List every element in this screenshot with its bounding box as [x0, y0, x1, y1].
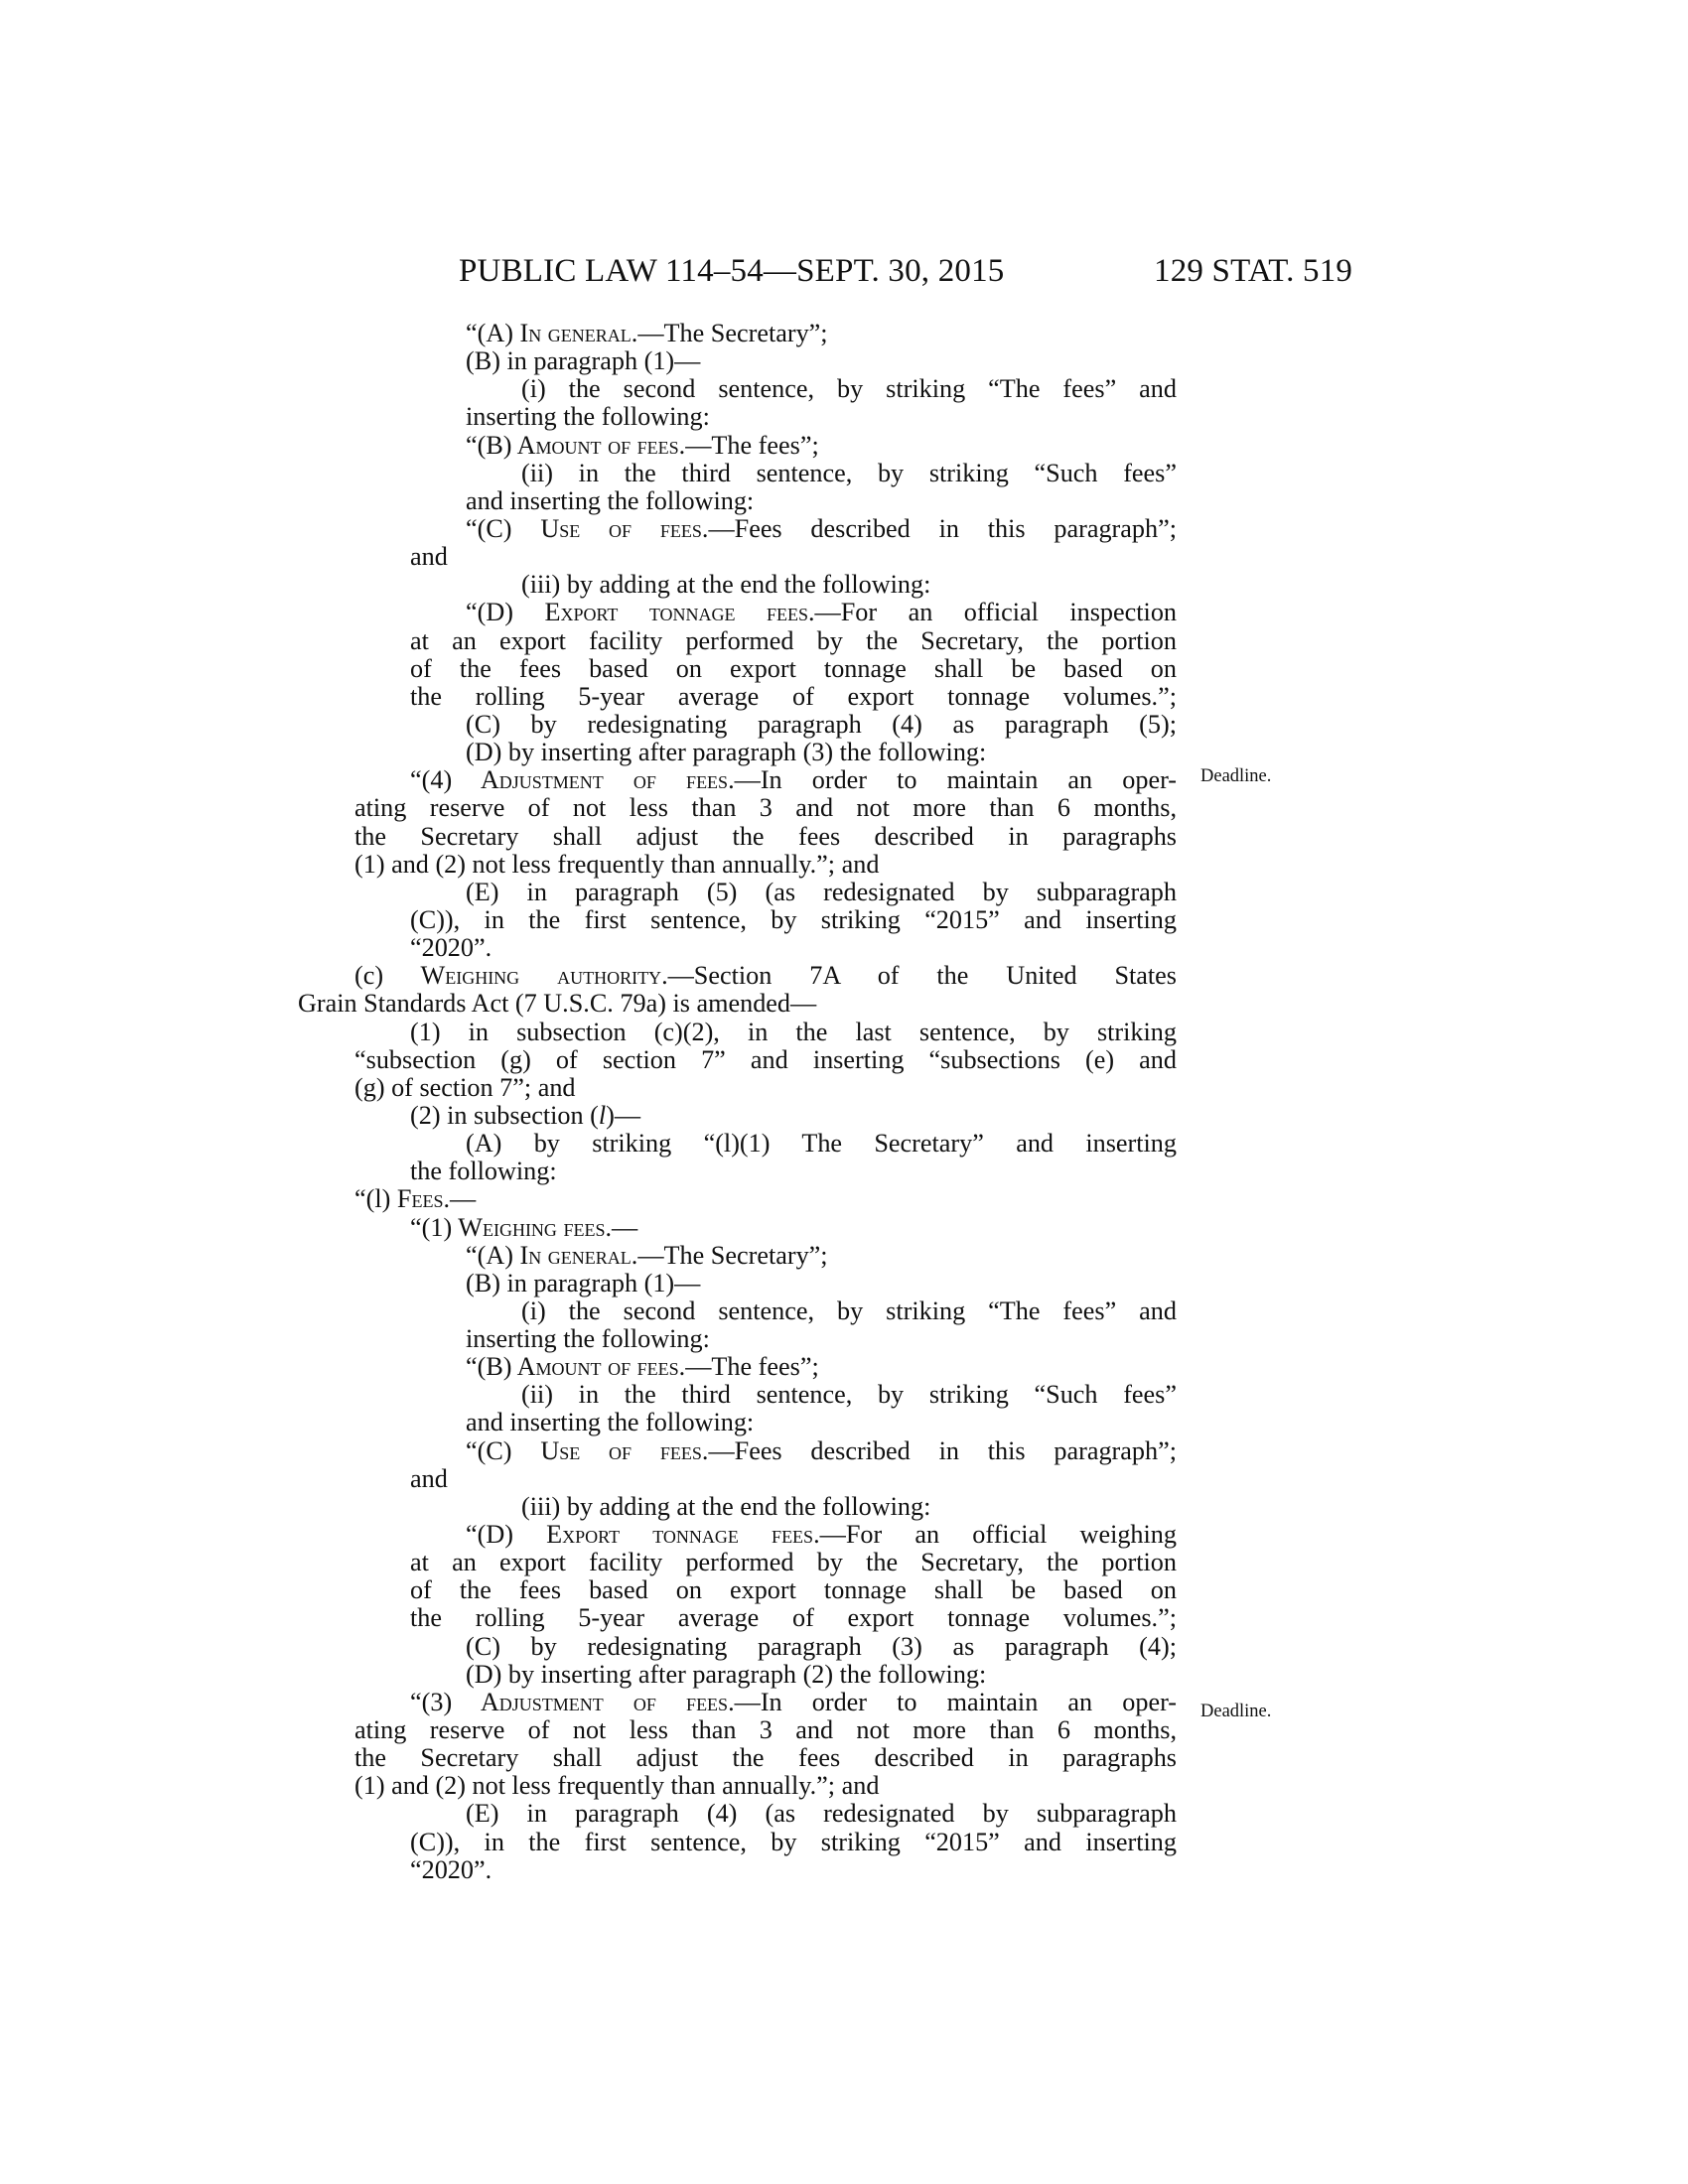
text-line	[466, 879, 1177, 906]
text-run: .—For an official inspection	[808, 598, 1178, 627]
text-run: (D) by inserting after paragraph (3) the following:	[466, 738, 987, 767]
text-line	[410, 1214, 1177, 1242]
text-run: (1) in subsection (c)(2), in the last sentence, by striking	[410, 1017, 1177, 1046]
text-line	[521, 375, 1177, 403]
text-line	[354, 1074, 1177, 1102]
text-run: “(B) A	[466, 430, 536, 460]
text-run: “(1) W	[410, 1212, 483, 1242]
text-line	[354, 823, 1177, 851]
margin-note-deadline: Deadline.	[1200, 766, 1272, 786]
text-run: .—The Secretary”;	[631, 319, 828, 347]
text-line	[466, 1521, 1177, 1549]
text-line	[298, 990, 1177, 1018]
text-run: .—The Secretary”;	[631, 1240, 828, 1270]
text-run: “(C) U	[466, 513, 560, 543]
text-run: ating reserve of not less than 3 and not more than 6 months,	[354, 1715, 1177, 1745]
text-run: .—	[605, 1212, 638, 1242]
text-run: (ii) in the third sentence, by striking “Such fees”	[521, 458, 1177, 487]
text-line	[466, 1130, 1177, 1158]
text-run: the Secretary shall adjust the fees described in paragraphs	[354, 821, 1177, 851]
text-run: (C) by redesignating paragraph (4) as paragraph (5);	[466, 709, 1177, 739]
text-line	[410, 906, 1177, 934]
text-run: .—Fees described in this paragraph”;	[701, 513, 1177, 543]
text-run: at an export facility performed by the Secretary, the portion	[410, 625, 1177, 655]
small-caps-heading: djustment of fees	[498, 765, 729, 795]
text-run: (i) the second sentence, by striking “The fees” and	[521, 1296, 1177, 1325]
text-run: (B) in paragraph (1)—	[466, 1268, 701, 1297]
text-line	[466, 347, 1177, 375]
text-run: l	[598, 1100, 607, 1130]
text-line	[410, 655, 1177, 683]
text-line	[466, 1409, 1177, 1436]
text-line	[410, 1158, 1177, 1185]
text-run: inserting the following:	[466, 402, 710, 432]
small-caps-heading: n general	[528, 319, 632, 347]
text-run: (c) W	[354, 961, 446, 991]
small-caps-heading: eighing authority	[445, 961, 662, 991]
text-line	[466, 711, 1177, 739]
statute-text	[298, 320, 1177, 1884]
text-line	[466, 1633, 1177, 1661]
text-run: .—For an official weighing	[813, 1520, 1177, 1550]
small-caps-heading: mount of fees	[535, 430, 679, 460]
text-run: “(4) A	[410, 765, 499, 795]
text-line	[466, 739, 1177, 766]
text-line	[410, 1604, 1177, 1632]
small-caps-heading: xport tonnage fees	[560, 598, 808, 627]
text-line	[466, 487, 1177, 515]
text-line	[410, 683, 1177, 711]
text-run: the rolling 5-year average of export tonnage volumes.”;	[410, 681, 1177, 711]
text-run: of the fees based on export tonnage shall be based on	[410, 1575, 1177, 1605]
text-run: .—In order to maintain an oper-	[728, 765, 1178, 795]
text-line	[466, 599, 1177, 626]
small-caps-heading: mount of fees	[535, 1352, 679, 1382]
text-run: (A) by striking “(l)(1) The Secretary” and inserting	[466, 1129, 1177, 1159]
margin-note-deadline: Deadline.	[1200, 1702, 1272, 1721]
text-run: “(A) I	[466, 1240, 529, 1270]
text-run: (C)), in the first sentence, by striking “2015” and inserting	[410, 904, 1177, 934]
text-run: and inserting the following:	[466, 1408, 755, 1437]
text-line	[410, 1465, 1177, 1493]
text-run: (1) and (2) not less frequently than annually.”; and	[354, 1771, 880, 1801]
text-run: at an export facility performed by the Secretary, the portion	[410, 1548, 1177, 1577]
text-run: (B) in paragraph (1)—	[466, 346, 701, 376]
text-run: “subsection (g) of section 7” and inserting “subsections (e) and	[354, 1044, 1177, 1074]
text-run: the following:	[410, 1157, 557, 1186]
text-line	[410, 1102, 1177, 1130]
text-run: inserting the following:	[466, 1324, 710, 1354]
text-run: .—In order to maintain an oper-	[728, 1687, 1178, 1716]
text-run: the Secretary shall adjust the fees described in paragraphs	[354, 1743, 1177, 1773]
text-line	[354, 1716, 1177, 1744]
text-run: .—Section 7A of the United States	[661, 961, 1177, 991]
text-line	[466, 515, 1177, 543]
text-line	[466, 1270, 1177, 1297]
text-line	[466, 1353, 1177, 1381]
small-caps-heading: n general	[528, 1240, 632, 1270]
text-run: (D) by inserting after paragraph (2) the following:	[466, 1659, 987, 1689]
text-line	[354, 851, 1177, 879]
text-run: “(l) F	[354, 1184, 412, 1214]
text-run: .—The fees”;	[678, 430, 819, 460]
text-line	[410, 1829, 1177, 1856]
text-run: (iii) by adding at the end the following:	[521, 570, 931, 600]
text-run: “(C) U	[466, 1435, 560, 1465]
text-run: ating reserve of not less than 3 and not more than 6 months,	[354, 793, 1177, 823]
text-line	[466, 1325, 1177, 1353]
text-run: (C) by redesignating paragraph (3) as paragraph (4);	[466, 1631, 1177, 1661]
text-run: (i) the second sentence, by striking “The fees” and	[521, 374, 1177, 404]
text-run: “(A) I	[466, 319, 529, 347]
text-line	[521, 1381, 1177, 1409]
text-run: (g) of section 7”; and	[354, 1072, 576, 1102]
text-line	[354, 1772, 1177, 1800]
text-line	[410, 1856, 1177, 1884]
text-run: )—	[606, 1100, 641, 1130]
small-caps-heading: eighing fees	[482, 1212, 606, 1242]
text-line	[354, 1046, 1177, 1074]
text-line	[466, 320, 1177, 347]
text-line	[410, 934, 1177, 962]
small-caps-heading: se of fees	[559, 513, 702, 543]
small-caps-heading: djustment of fees	[498, 1687, 729, 1716]
text-run: .—	[443, 1184, 477, 1214]
text-run: (C)), in the first sentence, by striking “2015” and inserting	[410, 1827, 1177, 1856]
text-line	[466, 1661, 1177, 1689]
text-line	[410, 543, 1177, 571]
text-line	[521, 1297, 1177, 1325]
text-line	[466, 1800, 1177, 1828]
text-line	[410, 1019, 1177, 1046]
text-line	[466, 1242, 1177, 1270]
text-line	[466, 1437, 1177, 1465]
text-line	[354, 794, 1177, 822]
text-run: and	[410, 542, 448, 572]
text-run: (E) in paragraph (5) (as redesignated by subparagraph	[466, 877, 1177, 906]
text-run: the rolling 5-year average of export tonnage volumes.”;	[410, 1603, 1177, 1633]
text-run: (2) in subsection (	[410, 1100, 599, 1130]
text-line	[410, 1689, 1177, 1716]
text-run: “(D) E	[466, 598, 561, 627]
text-run: Grain Standards Act (7 U.S.C. 79a) is amended—	[298, 989, 817, 1019]
text-line	[521, 1493, 1177, 1521]
text-line	[466, 403, 1177, 431]
text-run: “(3) A	[410, 1687, 499, 1716]
text-line	[410, 1576, 1177, 1604]
text-line	[521, 571, 1177, 599]
text-run: “(D) E	[466, 1520, 563, 1550]
small-caps-heading: ees	[411, 1184, 444, 1214]
text-line	[521, 460, 1177, 487]
text-line	[410, 627, 1177, 655]
text-line	[410, 766, 1177, 794]
text-run: of the fees based on export tonnage shall be based on	[410, 653, 1177, 683]
text-run: “2020”.	[410, 933, 492, 963]
text-run: (iii) by adding at the end the following:	[521, 1491, 931, 1521]
running-head: PUBLIC LAW 114–54—SEPT. 30, 2015	[459, 253, 1005, 289]
small-caps-heading: xport tonnage fees	[562, 1520, 814, 1550]
text-line	[466, 432, 1177, 460]
text-line	[354, 962, 1177, 990]
text-run: “2020”.	[410, 1854, 492, 1884]
small-caps-heading: se of fees	[559, 1435, 702, 1465]
text-run: and inserting the following:	[466, 485, 755, 515]
text-run: (1) and (2) not less frequently than annually.”; and	[354, 849, 880, 879]
text-run: (ii) in the third sentence, by striking “Such fees”	[521, 1380, 1177, 1410]
text-run: and	[410, 1463, 448, 1493]
text-line	[410, 1549, 1177, 1576]
text-run: .—Fees described in this paragraph”;	[701, 1435, 1177, 1465]
page-citation: 129 STAT. 519	[1154, 253, 1353, 289]
text-line	[354, 1744, 1177, 1772]
text-run: “(B) A	[466, 1352, 536, 1382]
text-run: .—The fees”;	[678, 1352, 819, 1382]
text-line	[354, 1185, 1177, 1213]
text-run: (E) in paragraph (4) (as redesignated by subparagraph	[466, 1799, 1177, 1829]
